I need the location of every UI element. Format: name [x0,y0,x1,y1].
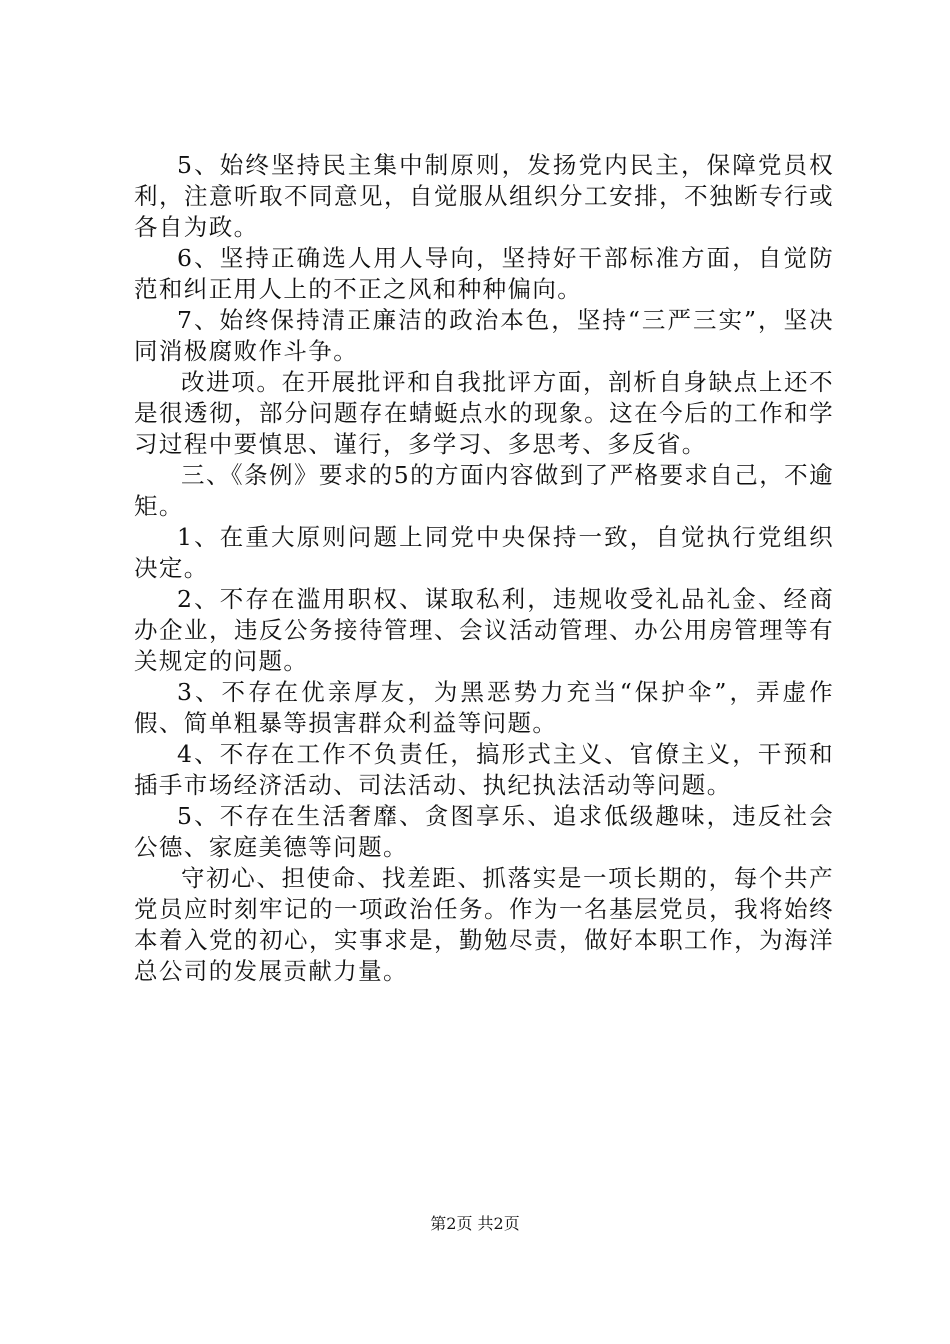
paragraph-item-7-integrity: 7、始终保持清正廉洁的政治本色，坚持“三严三实”，坚决同消极腐败作斗争。 [134,306,834,365]
paragraph-rule-2: 2、不存在滥用职权、谋取私利，违规收受礼品礼金、经商办企业，违反公务接待管理、会议活动管理、办公用房管理等有关规定的问题。 [134,585,834,675]
paragraph-section-three-heading: 三、《条例》要求的5的方面内容做到了严格要求自己，不逾矩。 [134,461,834,520]
page-number-footer: 第2页 共2页 [430,1214,520,1233]
paragraph-rule-5: 5、不存在生活奢靡、贪图享乐、追求低级趣味，违反社会公德、家庭美德等问题。 [134,802,834,861]
paragraph-item-6-personnel-selection: 6、坚持正确选人用人导向，坚持好干部标准方面，自觉防范和纠正用人上的不正之风和种种偏向。 [134,244,834,303]
paragraph-rule-4: 4、不存在工作不负责任，搞形式主义、官僚主义，干预和插手市场经济活动、司法活动、执纪执法活动等问题。 [134,740,834,799]
paragraph-rule-3: 3、不存在优亲厚友，为黑恶势力充当“保护伞”，弄虚作假、简单粗暴等损害群众利益等问题。 [134,678,834,737]
document-body [134,150,834,987]
paragraph-improvement-items: 改进项。在开展批评和自我批评方面，剖析自身缺点上还不是很透彻，部分问题存在蜻蜓点水的现象。这在今后的工作和学习过程中要慎思、谨行，多学习、多思考、多反省。 [134,368,834,458]
paragraph-item-5-democratic-centralism: 5、始终坚持民主集中制原则，发扬党内民主，保障党员权利，注意听取不同意见，自觉服从组织分工安排，不独断专行或各自为政。 [134,151,834,241]
paragraph-conclusion: 守初心、担使命、找差距、抓落实是一项长期的，每个共产党员应时刻牢记的一项政治任务。作为一名基层党员，我将始终本着入党的初心，实事求是，勤勉尽责，做好本职工作，为海洋总公司的发展贡献力量。 [134,864,834,985]
paragraph-rule-1: 1、在重大原则问题上同党中央保持一致，自觉执行党组织决定。 [134,523,834,582]
